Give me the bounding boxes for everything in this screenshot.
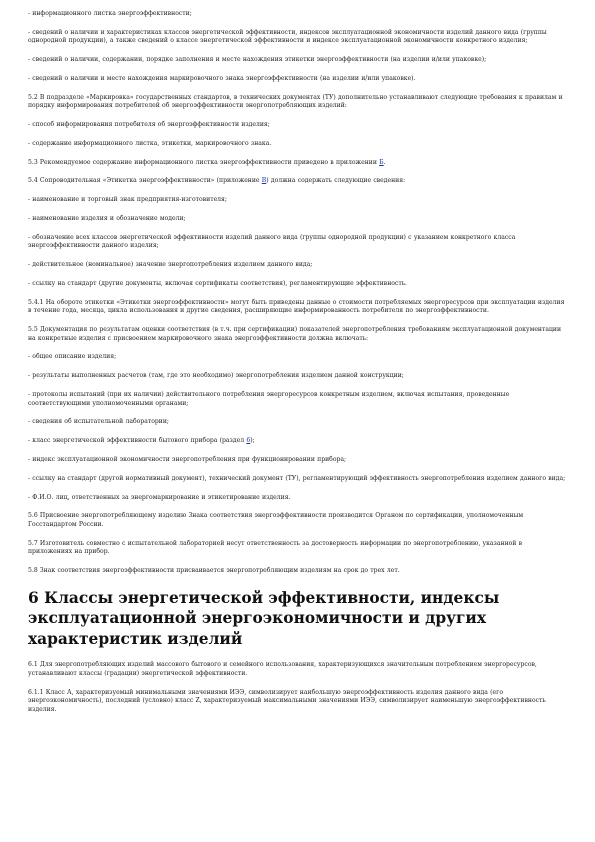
list-item: - общее описание изделия; [28, 353, 117, 361]
list-item: - протоколы испытаний (при их наличии) действительного потребления энергоресурсов конкретным изделием, включая испытания, проведенные соответствующими уполномоченными органами; [28, 391, 510, 407]
clause-5-4-1: 5.4.1 На обороте этикетки «Этикетки энергоэффективности» могут быть приведены данные о стоимости потребляемых энергоресурсов при эксплуатации изделия в течение года, месяца, цикла использования и другие сведения, расширяющие информированность потребителя по энергоэффективности. [28, 298, 565, 315]
appendix-v-link[interactable]: В [261, 177, 267, 185]
section-6-heading: 6 Классы энергетической эффективности, индексы эксплуатационной энергоэкономичности и других характеристик изделий [28, 588, 500, 648]
list-item-class [28, 437, 568, 446]
list-item: - ссылку на стандарт (другие документы, включая сертификаты соответствия), регламентирующие эффективность. [28, 279, 407, 287]
list-item: - сведений о наличии и характеристиках классов энергетической эффективности, индексов эксплуатационной экономичности изделий данного вида (группы однородной продукции), а также сведений о классе энергетической эффективности и индексе эксплуатационной экономичности конкретного изделия; [28, 28, 547, 45]
clause-5-3-tail: . [383, 158, 386, 166]
appendix-b-link[interactable]: Б [379, 158, 384, 166]
clause-5-3-text: 5.3 Рекомендуемое содержание информационного листка энергоэффективности приведено в приложении [28, 158, 380, 166]
list-item: - наименование изделия и обозначение модели; [28, 215, 186, 222]
list-item: - содержание информационного листка, этикетки, маркировочного знака. [28, 139, 272, 147]
clause-6-1: 6.1 Для энергопотребляющих изделий массового бытового и семейного использования, характеризующихся значительным потреблением энергоресурсов, устанавливают классы (градации) энергетической эффективности. [28, 661, 537, 677]
list-item: - сведения об испытательной лаборатории; [28, 418, 169, 426]
section-6-link[interactable]: 6 [246, 437, 251, 445]
list-item: - действительное (номинальное) значение энергопотребления изделием данного вида; [28, 261, 313, 269]
list-item: - информационного листка энергоэффективности; [28, 10, 192, 17]
list-item: - Ф.И.О. лиц, ответственных за энергомаркирование и этикетирование изделия. [28, 493, 291, 501]
clause-5-2: 5.2 В подразделе «Маркировка» государственных стандартов, в технических документах (ТУ) дополнительно устанавливают следующие требования к правилам и порядку информирования потребителей об энергоэффективности энергопотребляющих изделий: [28, 93, 563, 110]
list-item: - способ информирования потребителя об энергоэффективности изделия; [28, 121, 270, 129]
clause-5-4-tail: ) должна содержать следующие сведения: [266, 177, 406, 185]
clause-5-5: 5.5 Документация по результатам оценки соответствия (в т.ч. при сертификации) показателей энергопотребления требованиям эксплуатационной документации на конкретные изделия с присвоением маркировочного знака энергоэффективности должна включать: [28, 326, 562, 342]
clause-5-7: 5.7 Изготовитель совместно с испытательной лабораторией несут ответственность за достоверность информации по энергопотреблению, указанной в приложениях на прибор. [28, 539, 523, 556]
class-tail: ); [250, 437, 255, 445]
list-item: - сведений о наличии, содержании, порядке заполнения и месте нахождения этикетки энергоэффективности (на изделии и/или упаковке); [28, 56, 487, 64]
list-item: - результаты выполненных расчетов (там, где это необходимо) энергопотребления изделием данной конструкции; [28, 372, 404, 380]
list-item: - наименование и торговый знак предприятия-изготовителя; [28, 196, 227, 204]
clause-5-3 [28, 159, 568, 168]
list-item: - индекс эксплуатационной экономичности энергопотребления при функционировании прибора; [28, 455, 347, 463]
document-body [28, 10, 568, 725]
clause-5-4-text: 5.4 Сопроводительная «Этикетка энергоэффективности» (приложение [28, 177, 262, 185]
class-text: - класс энергетической эффективности бытового прибора (раздел [28, 437, 247, 445]
clause-5-8: 5.8 Знак соответствия энергоэффективности присваивается энергопотребляющим изделиям на срок до трех лет. [28, 567, 400, 575]
list-item: - обозначение всех классов энергетической эффективности изделий данного вида (группы однородной продукции) с указанием конкретного класса энергоэффективности данного изделия; [28, 233, 516, 250]
list-item: - сведений о наличии и месте нахождения маркировочного знака энергоэффективности (на изделии и/или упаковке). [28, 74, 416, 82]
clause-5-6: 5.6 Присвоение энергопотребляющему изделию Знака соответствия энергоэффективности производится Органом по сертификации, уполномоченным Госстандартом России. [28, 512, 524, 528]
clause-5-4 [28, 177, 568, 186]
list-item: - ссылку на стандарт (другой нормативный документ), технический документ (ТУ), регламентирующий эффективность энергопотребления изделием данного вида; [28, 474, 566, 482]
clause-6-1-1: 6.1.1 Класс А, характеризуемый минимальными значениями ИЭЭ, символизирует наибольшую энергоэффективность изделия данного вида (его энергоэкономичность), последний (условно) класс Z, характеризуемый максимальными значениями ИЭЭ, символизирует наименьшую энергоэффективность изделия. [28, 688, 546, 713]
